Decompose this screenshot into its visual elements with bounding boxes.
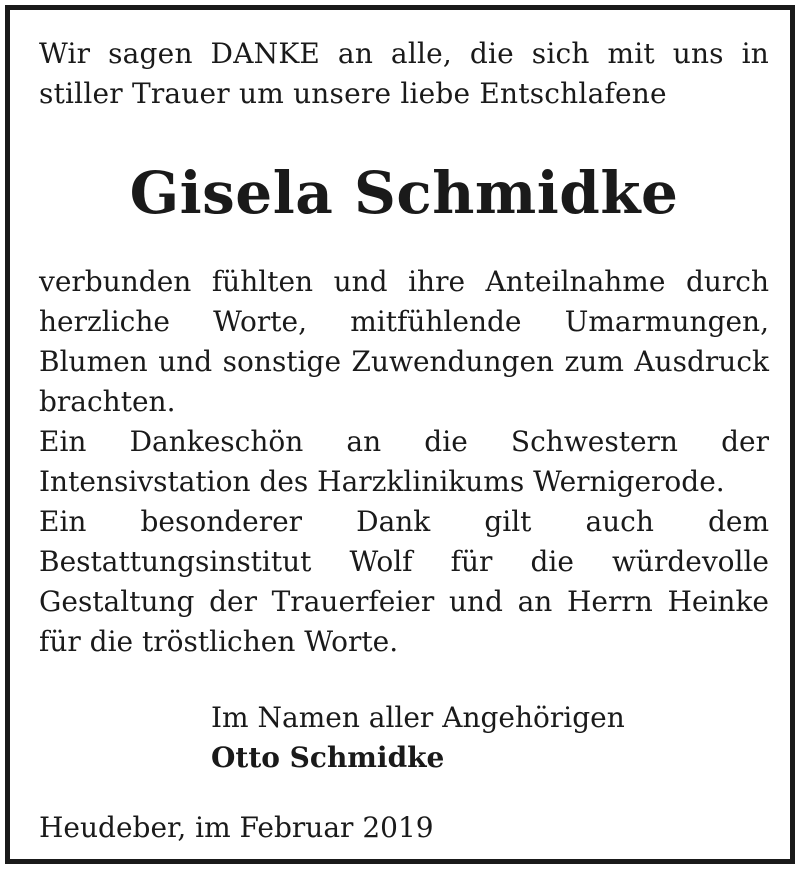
place-date: Heudeber, im Februar 2019	[39, 811, 434, 844]
thanks-body	[39, 262, 769, 662]
signature-block	[211, 698, 769, 778]
intro-line-1: Wir sagen DANKE an alle, die sich mit uns in	[39, 37, 769, 70]
thanks-paragraph: Ein Dankeschön an die Schwestern der Intensivstation des Harzklinikums Wernigerode.	[39, 425, 769, 498]
deceased-name: Gisela Schmidke	[129, 159, 679, 227]
obituary-notice	[5, 5, 795, 864]
signer-name: Otto Schmidke	[211, 741, 445, 774]
thanks-paragraph: verbunden fühlten und ihre Anteilnahme durch herzliche Worte, mitfühlende Umarmungen, Blumen und sonstige Zuwendungen zum Ausdruck brachten.	[39, 265, 769, 418]
intro-line-2: stiller Trauer um unsere liebe Entschlafene	[39, 77, 667, 110]
notice-content	[39, 34, 769, 848]
on-behalf-line: Im Namen aller Angehörigen	[211, 701, 625, 734]
thanks-paragraph: Ein besonderer Dank gilt auch dem Bestattungsinstitut Wolf für die würdevolle Gestaltung der Trauerfeier und an Herrn Heinke für die tröstlichen Worte.	[39, 505, 769, 658]
intro-text	[39, 34, 769, 114]
